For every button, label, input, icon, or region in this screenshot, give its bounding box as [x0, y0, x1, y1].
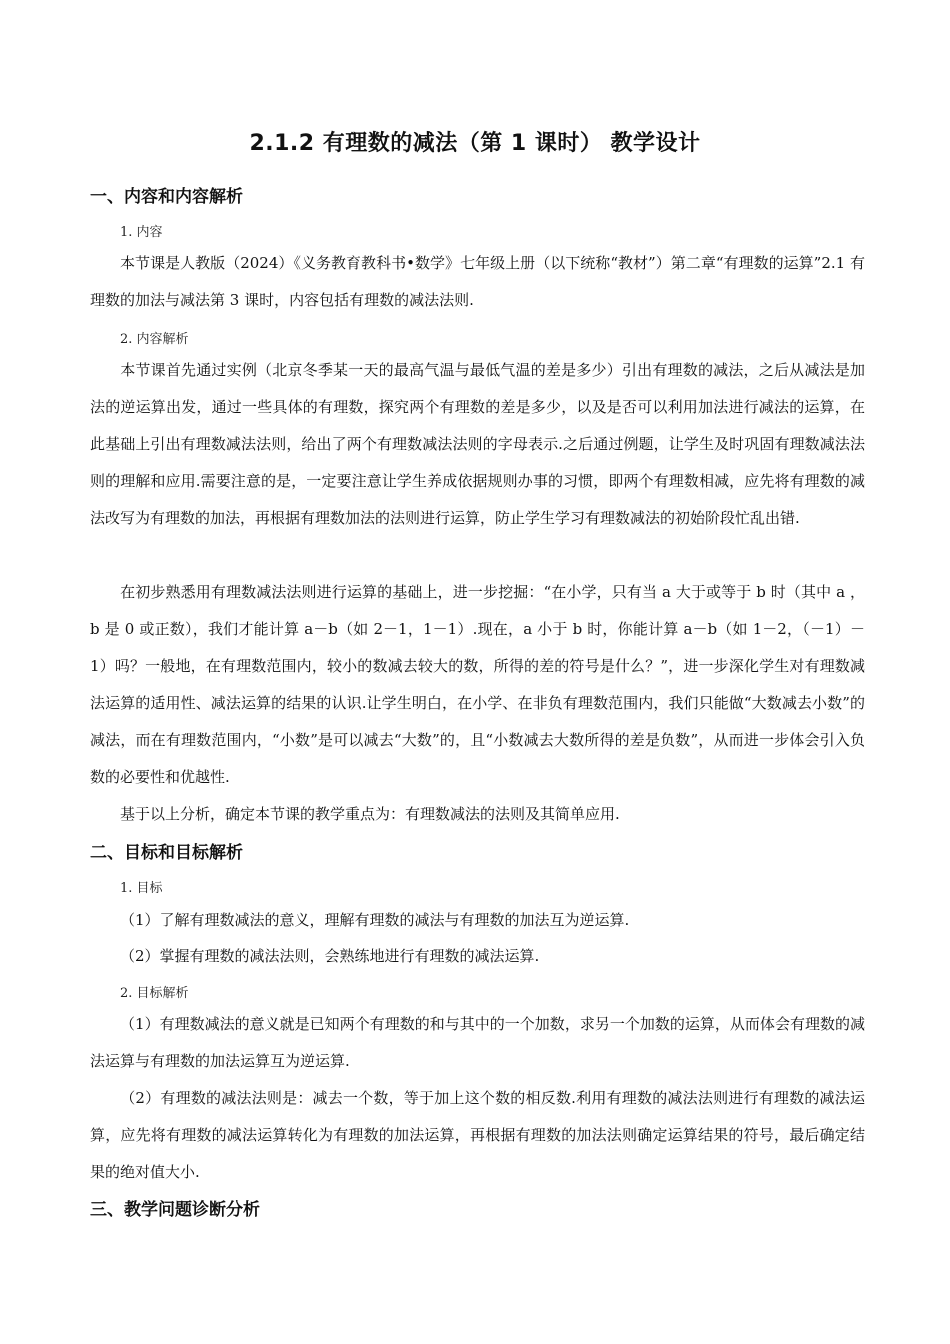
goal-item-1-text: （1）了解有理数减法的意义，理解有理数的减法与有理数的加法互为逆运算.	[120, 911, 630, 929]
paragraph-analysis-text: 本节课首先通过实例（北京冬季某一天的最高气温与最低气温的差是多少）引出有理数的减法，之后从减法是加法的逆运算出发，通过一些具体的有理数，探究两个有理数的差是多少，以及是否可以利用加法进行减法的运算，在此基础上引出有理数减法法则，给出了两个有理数减法法则的字母表示.之后通过例题，让学生及时巩固有理数减法法则的理解和应用.需要注意的是，一定要注意让学生养成依据规则办事的习惯，即两个有理数相减，应先将有理数的减法改写为有理数的加法，再根据有理数加法的法则进行运算，防止学生学习有理数减法的初始阶段忙乱出错.	[90, 361, 865, 527]
paragraph-exploration	[90, 574, 865, 796]
goal-item-1	[90, 902, 865, 939]
section-heading-diagnosis: 三、教学问题诊断分析	[90, 1200, 260, 1220]
paragraph-focus-text: 基于以上分析，确定本节课的教学重点为：有理数减法的法则及其简单应用.	[120, 805, 620, 823]
subheading-goal: 1. 目标	[120, 881, 163, 896]
goal-analysis-item-2	[90, 1080, 865, 1191]
goal-analysis-item-2-text: （2）有理数的减法法则是：减去一个数，等于加上这个数的相反数.利用有理数的减法法则进行有理数的减法运算，应先将有理数的减法运算转化为有理数的加法运算，再根据有理数的加法法则确定运算结果的符号，最后确定结果的绝对值大小.	[90, 1089, 865, 1181]
paragraph-intro	[90, 245, 865, 319]
subheading-content: 1. 内容	[120, 225, 163, 240]
document-title: 2.1.2 有理数的减法（第 1 课时） 教学设计	[249, 131, 701, 156]
goal-analysis-item-1-text: （1）有理数减法的意义就是已知两个有理数的和与其中的一个加数，求另一个加数的运算，从而体会有理数的减法运算与有理数的加法运算互为逆运算.	[90, 1015, 865, 1070]
paragraph-analysis	[90, 352, 865, 537]
subheading-goal-analysis: 2. 目标解析	[120, 986, 189, 1001]
paragraph-focus	[90, 796, 865, 833]
section-heading-content: 一、内容和内容解析	[90, 187, 243, 207]
goal-analysis-item-1	[90, 1006, 865, 1080]
goal-item-2	[90, 938, 865, 975]
paragraph-intro-text: 本节课是人教版（2024）《义务教育教科书•数学》七年级上册（以下统称“教材”）第二章“有理数的运算”2.1 有理数的加法与减法第 3 课时，内容包括有理数的减法法则.	[90, 254, 865, 309]
section-heading-goals: 二、目标和目标解析	[90, 843, 243, 863]
subheading-content-analysis: 2. 内容解析	[120, 332, 189, 347]
goal-item-2-text: （2）掌握有理数的减法法则，会熟练地进行有理数的减法运算.	[120, 947, 540, 965]
paragraph-exploration-text: 在初步熟悉用有理数减法法则进行运算的基础上，进一步挖掘：“在小学，只有当 a 大于或等于 b 时（其中 a ，b 是 0 或正数），我们才能计算 a－b（如 2－1，1－1）.现在，a 小于 b 时，你能计算 a－b（如 1－2，（－1）－1）吗？一般地，在有理数范围内，较小的数减去较大的数，所得的差的符号是什么？”，进一步深化学生对有理数减法运算的适用性、减法运算的结果的认识.让学生明白，在小学、在非负有理数范围内，我们只能做“大数减去小数”的减法，而在有理数范围内，“小数”是可以减去“大数”的，且“小数减去大数所得的差是负数”，从而进一步体会引入负数的必要性和优越性.	[90, 583, 865, 786]
